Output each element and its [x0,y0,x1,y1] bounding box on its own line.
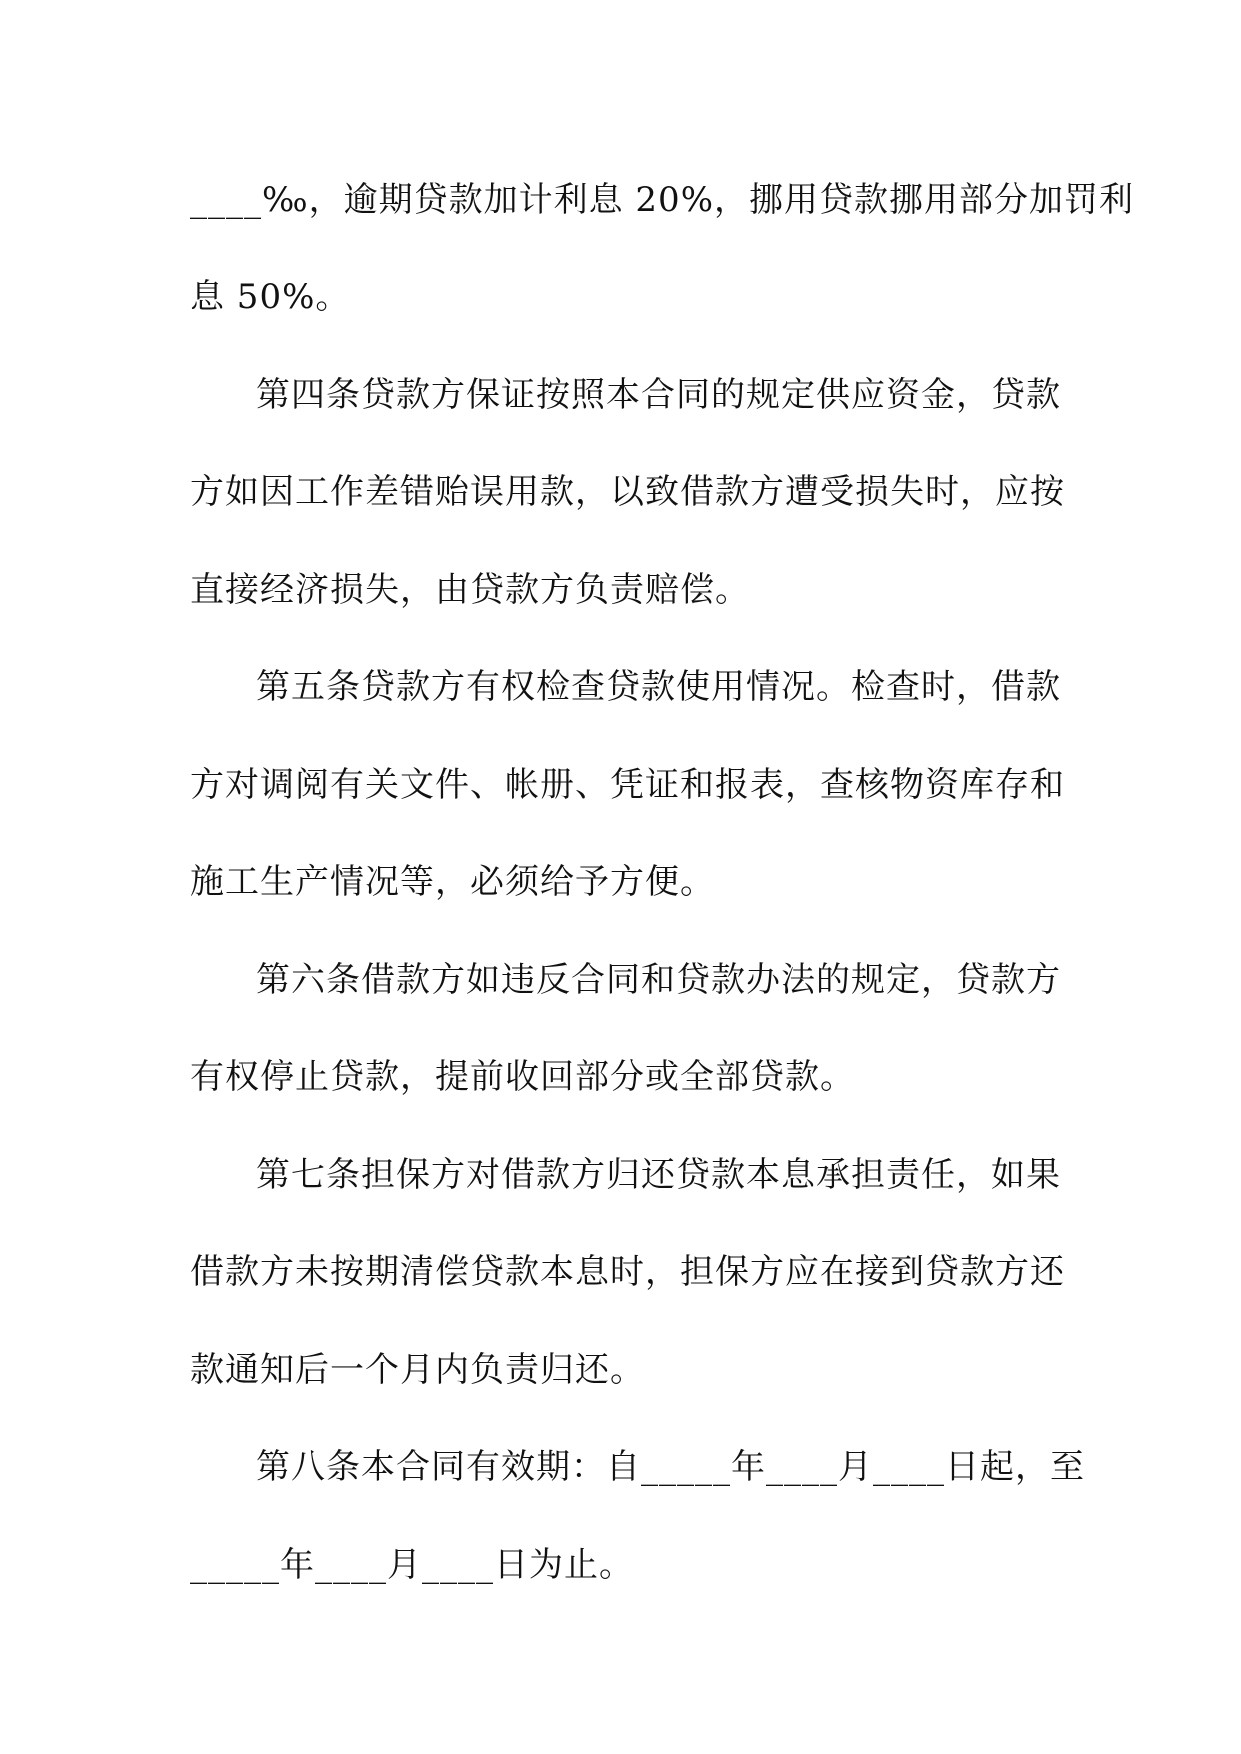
article-4-line-2: 方如因工作差错贻误用款，以致借款方遭受损失时，应按 [190,472,1065,512]
article-7-line-2: 借款方未按期清偿贷款本息时，担保方应在接到贷款方还 [190,1252,1065,1292]
article-7-line-3: 款通知后一个月内负责归还。 [190,1350,645,1390]
article-6-line-1: 第六条借款方如违反合同和贷款办法的规定，贷款方 [256,960,1061,1000]
text-line-2: 息 50%。 [190,277,351,317]
article-8-line-2: _____年____月____日为止。 [190,1545,634,1585]
article-4-line-1: 第四条贷款方保证按照本合同的规定供应资金，贷款 [256,375,1061,415]
article-7-line-1: 第七条担保方对借款方归还贷款本息承担责任，如果 [256,1155,1061,1195]
article-6-line-2: 有权停止贷款，提前收回部分或全部贷款。 [190,1057,855,1097]
article-5-line-1: 第五条贷款方有权检查贷款使用情况。检查时，借款 [256,667,1061,707]
article-5-line-2: 方对调阅有关文件、帐册、凭证和报表，查核物资库存和 [190,765,1065,805]
article-5-line-3: 施工生产情况等，必须给予方便。 [190,862,715,902]
text-line-1: ____‰，逾期贷款加计利息 20%，挪用贷款挪用部分加罚利 [190,180,1134,220]
article-4-line-3: 直接经济损失，由贷款方负责赔偿。 [190,570,750,610]
article-8-line-1: 第八条本合同有效期：自_____年____月____日起，至 [256,1447,1085,1487]
